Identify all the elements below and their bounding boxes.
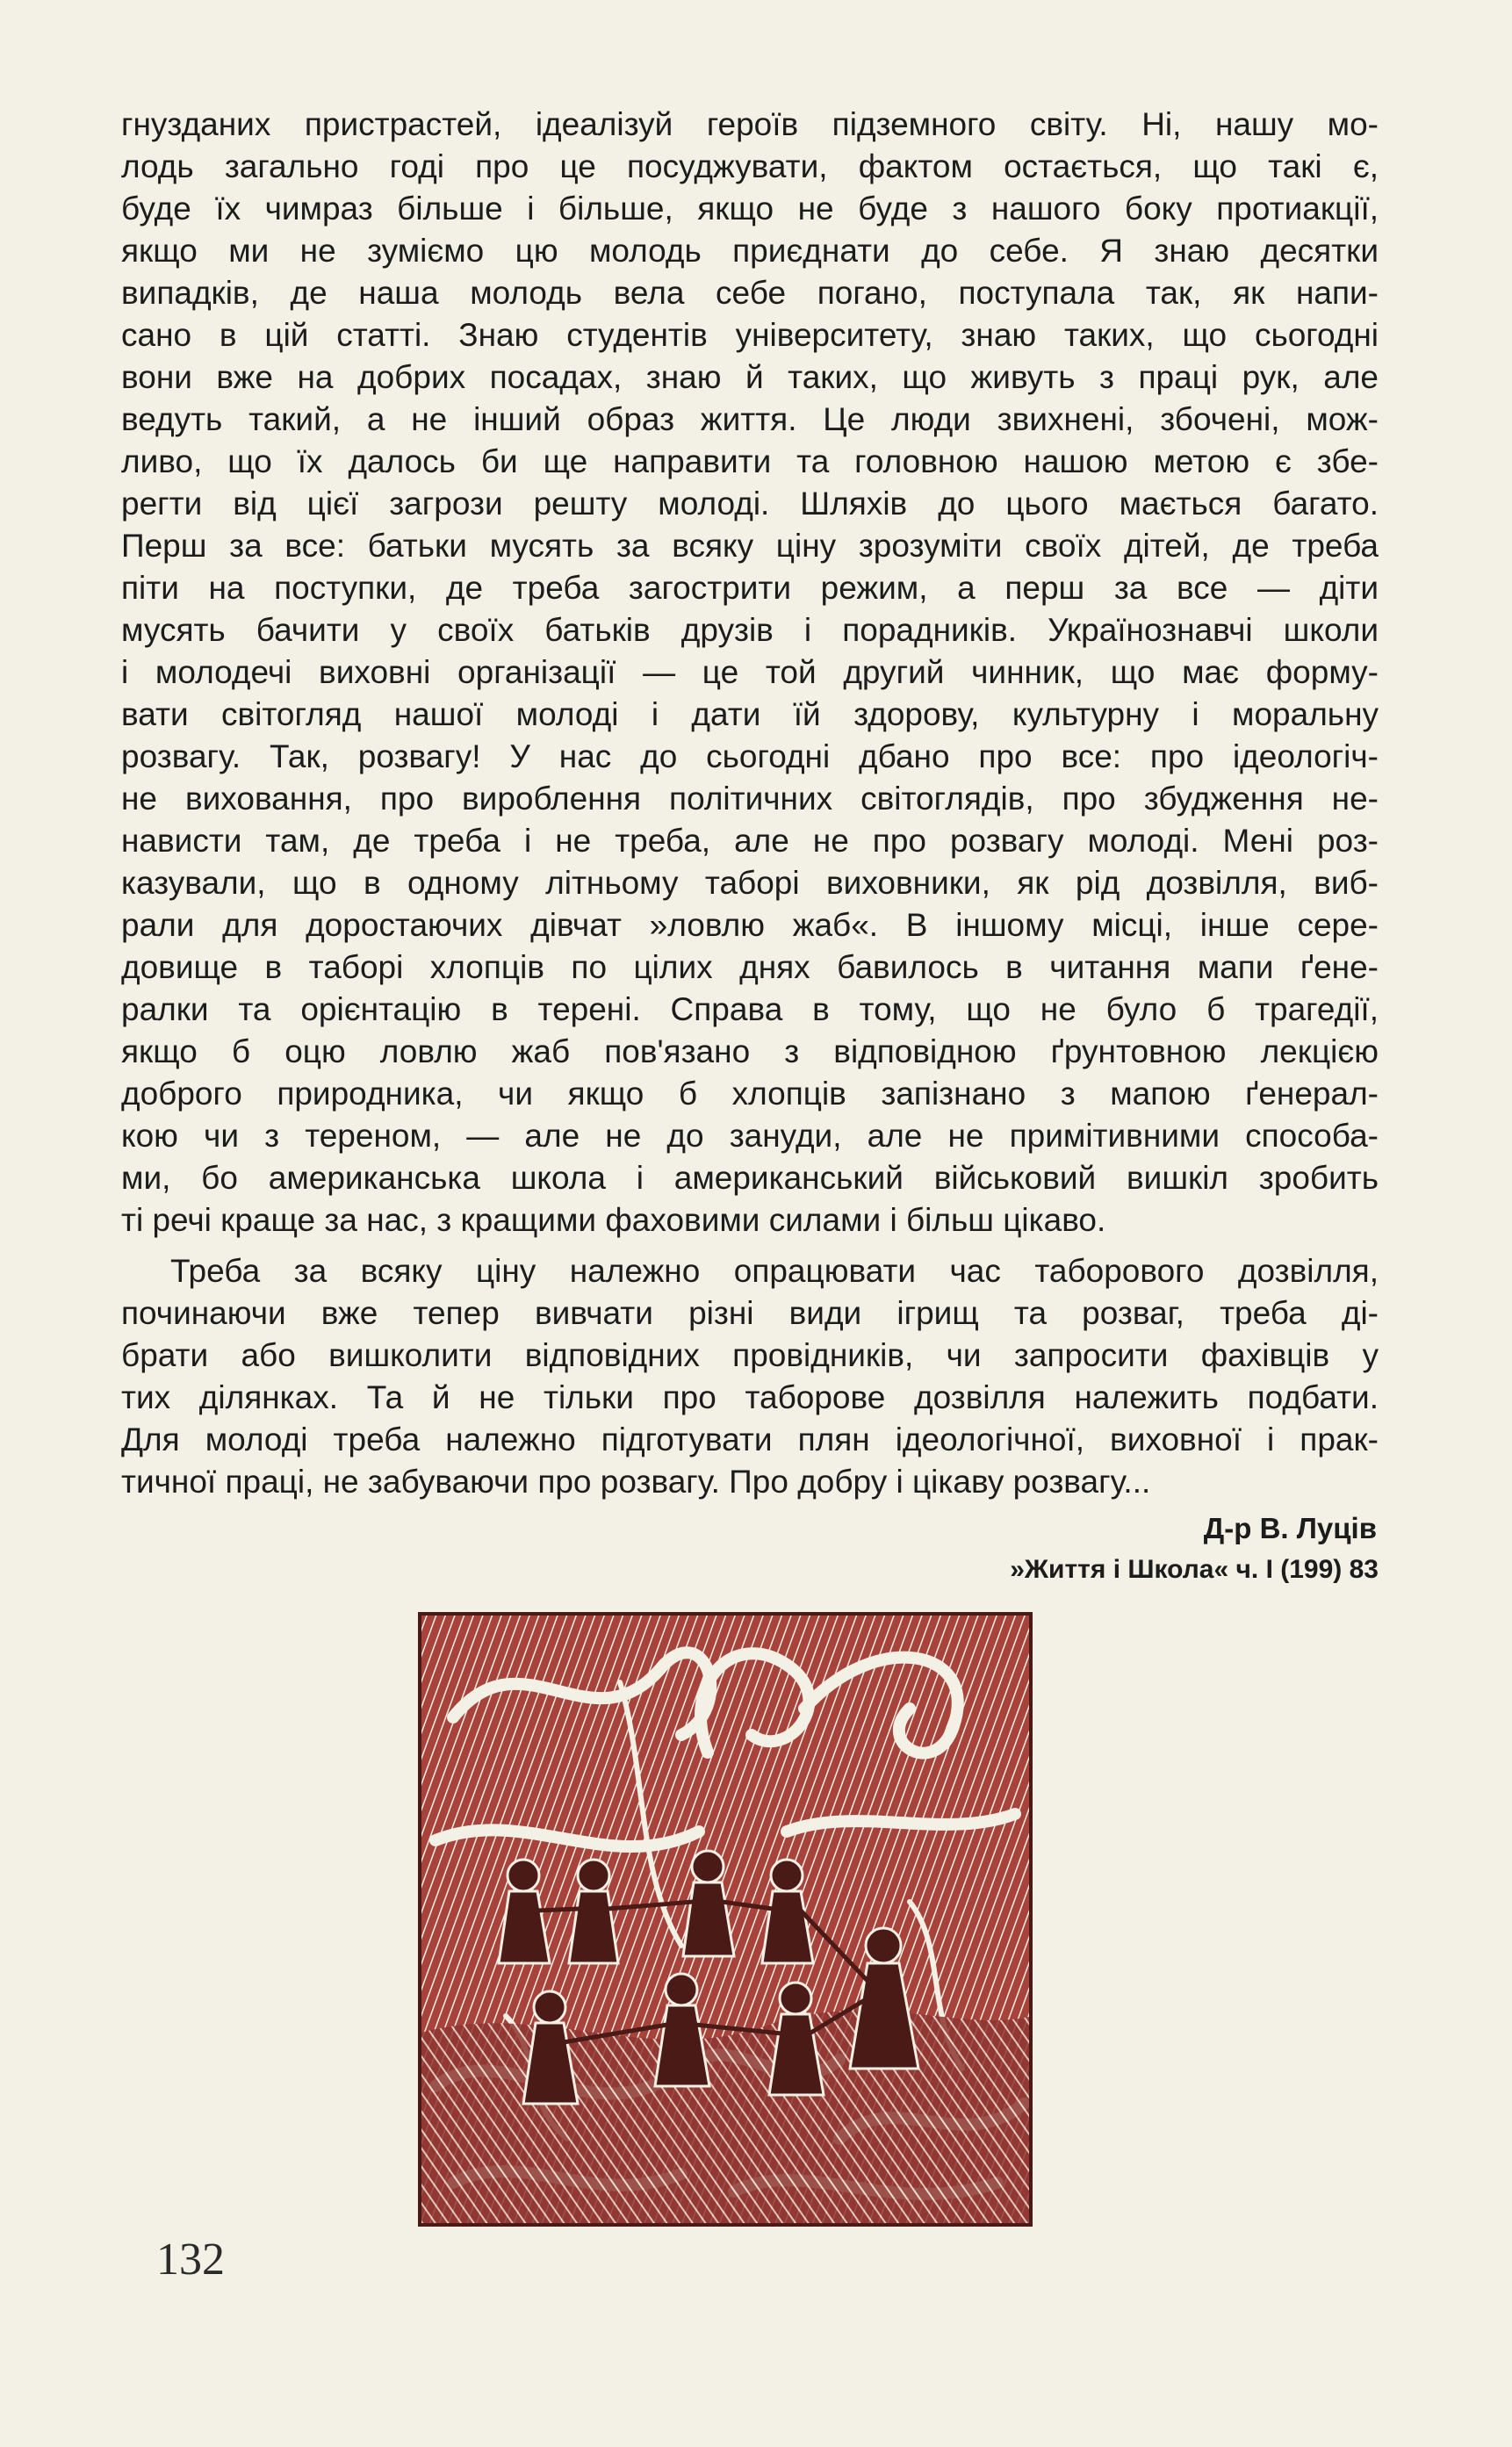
article-body	[121, 104, 1379, 1503]
text-line: мусять бачити у своїх батьків друзів і порадників. Українознавчі школи	[121, 612, 1379, 648]
paragraph-2	[121, 1250, 1379, 1503]
text-line: якщо б оцю ловлю жаб пов'язано з відповідною ґрунтовною лекцією	[121, 1033, 1379, 1069]
text-line: ливо, що їх далось би ще направити та головною нашою метою є збе-	[121, 443, 1379, 479]
text-line: ми, бо американська школа і американський військовий вишкіл зробить	[121, 1160, 1379, 1196]
paragraph-1	[121, 104, 1379, 1241]
woodcut-illustration	[418, 1612, 1033, 2227]
text-line: піти на поступки, де треба загострити режим, а перш за все — діти	[121, 570, 1379, 606]
text-line: Для молоді треба належно підготувати плян ідеологічної, виховної і прак-	[121, 1421, 1379, 1457]
text-line: тих ділянках. Та й не тільки про таборове дозвілля належить подбати.	[121, 1379, 1379, 1415]
text-line: ралки та орієнтацію в терені. Справа в тому, що не було б трагедії,	[121, 991, 1379, 1027]
text-line: казували, що в одному літньому таборі виховники, як рід дозвілля, виб-	[121, 865, 1379, 901]
text-line: гнузданих пристрастей, ідеалізуй героїв підземного світу. Ні, нашу мо-	[121, 106, 1379, 142]
author-signature: Д-р В. Луців	[1203, 1512, 1377, 1544]
text-line: не виховання, про вироблення політичних світоглядів, про збудження не-	[121, 781, 1379, 817]
text-line: нависти там, де треба і не треба, але не про розвагу молоді. Мені роз-	[121, 823, 1379, 859]
text-line: Треба за всяку ціну належно опрацювати час таборового дозвілля,	[170, 1253, 1379, 1289]
text-line: ведуть такий, а не інший образ життя. Це люди звихнені, збочені, мож-	[121, 401, 1379, 437]
text-line: довище в таборі хлопців по цілих днях бавилось в читання мапи ґене-	[121, 949, 1379, 985]
text-line: вати світогляд нашої молоді і дати їй здорову, культурну і моральну	[121, 696, 1379, 732]
text-line: вони вже на добрих посадах, знаю й таких, що живуть з праці рук, але	[121, 359, 1379, 395]
text-line: сано в цій статті. Знаю студентів університету, знаю таких, що сьогодні	[121, 317, 1379, 353]
text-line: рали для доростаючих дівчат »ловлю жаб«. В іншому місці, інше сере-	[121, 907, 1379, 943]
woodcut-ground	[418, 2011, 1033, 2227]
text-line: розвагу. Так, розвагу! У нас до сьогодні дбано про все: про ідеологіч-	[121, 738, 1379, 774]
text-line: доброго природника, чи якщо б хлопців запізнано з мапою ґенерал-	[121, 1076, 1379, 1112]
text-line: і молодечі виховні організації — це той другий чинник, що має форму-	[121, 654, 1379, 690]
source-citation: »Життя і Школа« ч. І (199) 83	[1010, 1555, 1379, 1584]
text-line: ті речі краще за нас, з кращими фаховими силами і більш цікаво.	[121, 1202, 1106, 1238]
text-line: випадків, де наша молодь вела себе погано, поступала так, як напи-	[121, 275, 1379, 311]
page-number: 132	[156, 2235, 225, 2285]
text-line: кою чи з тереном, — але не до зануди, але не примітивними способа-	[121, 1118, 1379, 1154]
text-line: починаючи вже тепер вивчати різні види ігрищ та розваг, треба ді-	[121, 1295, 1379, 1331]
text-line: лодь загально годі про це посуджувати, фактом остається, що такі є,	[121, 148, 1379, 184]
text-line: буде їх чимраз більше і більше, якщо не буде з нашого боку протиакції,	[121, 191, 1379, 227]
text-line: регти від цієї загрози решту молоді. Шляхів до цього мається багато.	[121, 486, 1379, 522]
text-line: Перш за все: батьки мусять за всяку ціну зрозуміти своїх дітей, де треба	[121, 528, 1379, 564]
text-line: тичної праці, не забуваючи про розвагу. Про добру і цікаву розвагу...	[121, 1464, 1151, 1500]
text-line: якщо ми не зуміємо цю молодь приєднати до себе. Я знаю десятки	[121, 233, 1379, 269]
text-line: брати або вишколити відповідних провідників, чи запросити фахівців у	[121, 1337, 1379, 1373]
